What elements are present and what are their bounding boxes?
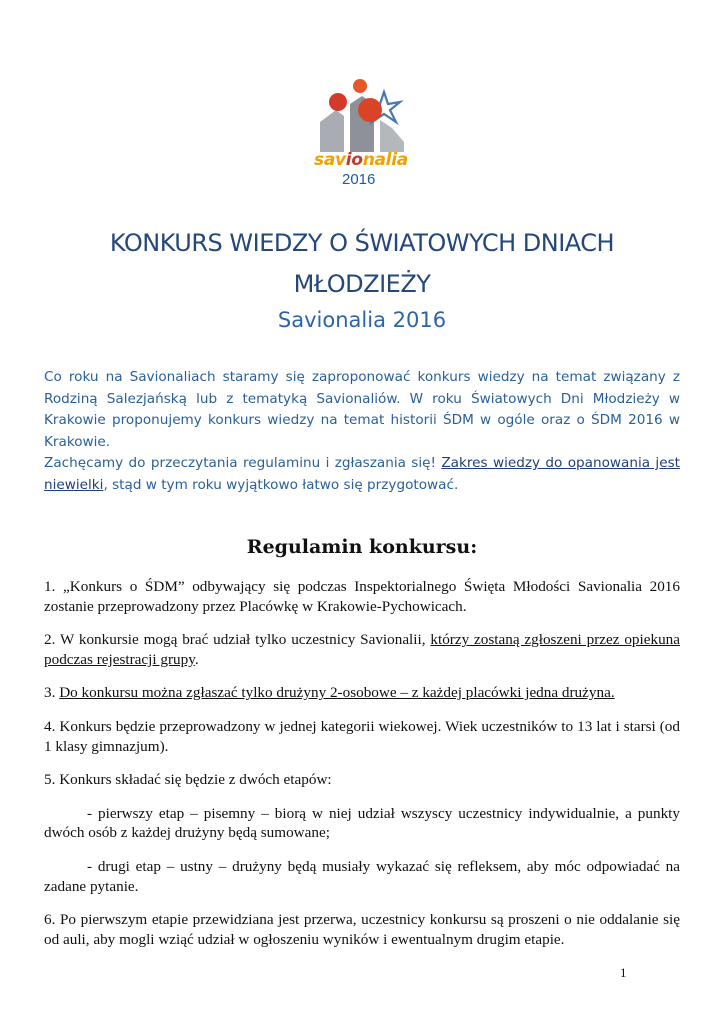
page-title-line-1: KONKURS WIEDZY O ŚWIATOWYCH DNIACH [109,229,615,257]
rule-2-underlined: którzy zostaną zgłoszeni przez opiekuna podczas rejestracji grupy [44,631,680,668]
rule-5-stage-2: - drugi etap – ustny – drużyny będą musiały wykazać się refleksem, aby móc odpowiadać na zadane pytanie. [44,857,680,895]
page-subtitle: Savionalia 2016 [277,308,447,332]
logo-head-top [353,79,367,93]
logo-figure-left [320,110,344,152]
rules-list [44,577,680,963]
logo-year: 2016 [342,171,376,188]
rule-2 [44,630,680,669]
rule-1: 1. „Konkurs o ŚDM” odbywający się podczas Inspektorialnego Święta Młodości Savionalia 2016 zostanie przeprowadzony przez Placówkę w Krakowie-Pychowicach. [44,578,680,615]
page-number: 1 [620,965,627,980]
intro-closing-text: , stąd w tym roku wyjątkowo łatwo się przygotować. [103,476,459,493]
rule-3-underlined: Do konkursu można zgłaszać tylko drużyny 2-osobowe – z każdej placówki jedna drużyna. [59,684,615,702]
rule-5: 5. Konkurs składać się będzie z dwóch etapów: [44,771,332,789]
rule-5-stage-1: - pierwszy etap – pisemny – biorą w niej udział wszyscy uczestnicy indywidualnie, a punkty dwóch osób z każdej drużyny będą sumowane; [44,804,680,842]
logo-wordmark: savionalia [314,150,408,170]
regulations-heading: Regulamin konkursu: [246,536,478,558]
intro-paragraph-2 [44,453,680,496]
rule-3 [44,683,680,703]
logo-head-main [358,98,382,122]
rule-2-text: 2. W konkursie mogą brać udział tylko uczestnicy Savionalii, [44,631,431,649]
rule-6: 6. Po pierwszym etapie przewidziana jest przerwa, uczestnicy konkursu są proszeni o nie oddalanie się od auli, aby mogli wziąć udział w ogłoszeniu wyników i ewentualnym drugim etapie. [44,911,680,948]
logo-figure-right [380,120,404,152]
rule-2-end: . [194,650,199,668]
knowledge-scope-link[interactable]: Zakres wiedzy do opanowania jest niewielki [44,455,680,493]
intro-text [44,367,680,496]
intro-invite-text: Zachęcamy do przeczytania regulaminu i zgłaszania się! [44,455,442,471]
savionalia-logo [300,70,422,192]
page-title-line-2: MŁODZIEŻY [293,270,431,298]
rule-3-number: 3. [44,684,60,702]
logo-head-left [329,93,347,111]
intro-paragraph-1: Co roku na Savionaliach staramy się zaproponować konkurs wiedzy na temat związany z Rodziną Salezjańską lub z tematyką Savionaliów. W roku Światowych Dni Młodzieży w Krakowie proponujemy konkurs wiedzy na temat historii ŚDM w ogóle oraz o ŚDM 2016 w Krakowie. [44,369,680,450]
rule-4: 4. Konkurs będzie przeprowadzony w jednej kategorii wiekowej. Wiek uczestników to 13 lat i starsi (od 1 klasy gimnazjum). [44,717,680,755]
